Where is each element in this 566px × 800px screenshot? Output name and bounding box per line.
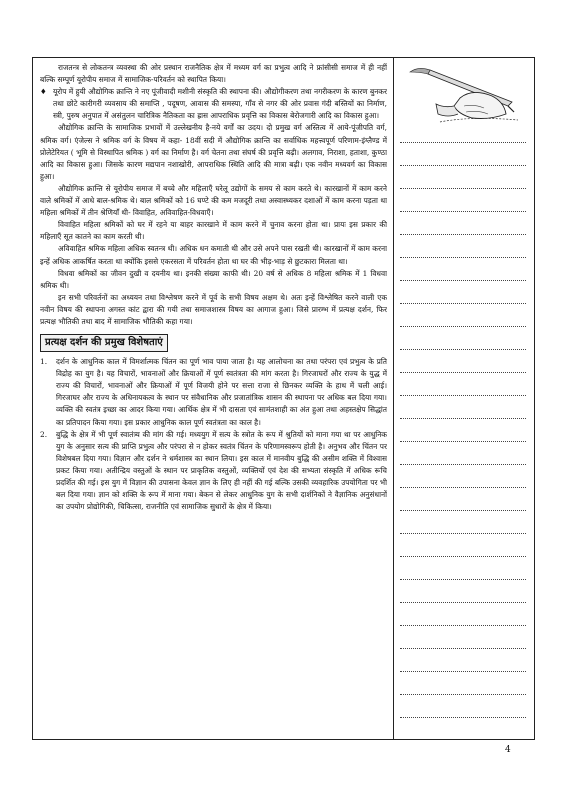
feature-text: बुद्धि के क्षेत्र में भी पूर्ण स्वातंत्र्य की मांग की गई। मध्ययुग में सत्य के स्त्रोत के रूप में श्रुतियों को माना गया था पर आधुनिक युग के अनुसार सत्य की प्राप्ति प्रभुत्व और परंपरा से न होकर स्वतंत्र चिंतन के परिणामस्वरूप होती है। अनुभव और चिंतन पर विशेषबल दिया गया। विज्ञान और दर्शन ने धर्मशास्त्र का स्थान लिया। इस काल में मानवीय बुद्धि की असीम शक्ति में विश्वास प्रकट किया गया। अतीन्द्रिय वस्तुओं के स्थान पर प्राकृतिक वस्तुओं, व्यक्तियों एवं देश की सभ्यता संस्कृति में अधिक रूचि प्रदर्शित की गई। इस युग में विज्ञान की उपासना केवल ज्ञान के लिए ही नहीं की गई बल्कि उसकी व्यवहारिक उपयोगिता पर भी बल दिया गया। ज्ञान को शक्ति के रूप में माना गया। बेकन से लेकर आधुनिक युग के सभी दार्शनिकों ने वैज्ञानिक अनुसंधानों का उपयोग प्रोद्योगिकी, चिकित्सा, राजनीति एवं सामाजिक सुधारों के क्षेत्र में किया।: [56, 429, 387, 512]
margin-note-line: [400, 418, 526, 419]
diamond-bullet-icon: ♦: [40, 87, 47, 97]
main-text-column: [40, 62, 387, 735]
margin-note-line: [400, 395, 526, 396]
margin-note-line: [400, 510, 526, 511]
margin-note-line: [400, 556, 526, 557]
margin-note-line: [400, 579, 526, 580]
feature-item: [40, 356, 387, 429]
body-paragraph: विधवा श्रमिकों का जीवन दुखी व दयनीय था। इनकी संख्या काफी थी। 20 वर्ष से अधिक 8 महिला श्रमिक में 1 विधवा श्रमिक थी।: [40, 268, 387, 290]
margin-divider: [393, 57, 394, 740]
page-number: 4: [505, 745, 511, 755]
body-paragraph: औद्योगिक क्रान्ति से यूरोपीय समाज में बच्चे और महिलाएँ घरेलू उद्योगों के समय से काम करते थे। कारखानों में काम करने वाले श्रमिकों में आधे बाल-श्रमिक थे। बाल श्रमिकों को 16 घण्टे की कम मजदूरी तथा अस्वास्थ्यकर दशाओं में काम करना पड़ता था महिला श्रमिकों में तीन श्रेणियाँ थी- विवाहित, अविवाहित-विधवाएँ।: [40, 183, 387, 218]
bullet-paragraph: यूरोप में हुयी औद्योगिक क्रान्ति ने नए पूंजीवादी मशीनी संस्कृति की स्थापना की। औद्योगीकरण तथा नगरीकरण के कारण बुनकर तथा छोटे कारीगरी व्यवसाय की समाप्ति , पदूषण, आवास की समस्या, गाँव से नगर की ओर प्रवास गंदी बस्तियों का निर्माण, स्त्री, पुरुष अनुपात में असंतुलन चारित्रिक नैतिकता का ह्रास आपराधिक प्रवृत्ति का विकास बेरोजगारी आदि का विकास हुआ।: [53, 87, 387, 121]
margin-note-line: [400, 303, 526, 304]
margin-note-line: [400, 648, 526, 649]
section-heading: प्रत्यक्ष दर्शन की प्रमुख विशेषताएं: [40, 334, 168, 352]
margin-note-line: [400, 441, 526, 442]
body-paragraph: औद्योगिक क्रान्ति के सामाजिक प्रभावों में उल्लेखनीय है-नये वर्गों का उदय। दो प्रमुख वर्ग अस्तित्व में आये-पूंजीपति वर्ग, श्रमिक वर्ग। एंजेल्स ने श्रमिक वर्ग के विषय में कहा- 18वीं सदी में औद्योगिक क्रान्ति का सर्वाधिक महत्त्वपूर्ण परिणाम-इंग्लैण्ड में प्रोलेटेरियत ( भूमि से विस्थापित श्रमिक ) वर्ग का निर्माण है। वर्ग चेतना तथा संघर्ष की प्रवृत्ति बढ़ी। अलगाव, निराशा, हताशा, कुण्ठा आदि का विकास हुआ। जिसके कारण मद्यपान नशाखोरी, आपराधिक स्थिति आदि की मात्रा बढ़ी। एक नवीन मध्यवर्ग का विकास हुआ।: [40, 123, 387, 181]
margin-note-line: [400, 257, 526, 258]
margin-note-line: [400, 464, 526, 465]
margin-note-line: [400, 165, 526, 166]
margin-note-line: [400, 533, 526, 534]
margin-note-line: [400, 717, 526, 718]
feature-item: [40, 429, 387, 514]
body-paragraph: अविवाहित श्रमिक महिला अधिक स्वतन्त्र थी। अधिक धन कमाती थी और उसे अपने पास रखती थी। कारखानों में काम करना इन्हें अधिक आकर्षित करता था क्योंकि इससे एकरसता में परिवर्तन होता था घर की भीड़-भाड़ से छुटकारा मिलता था।: [40, 244, 387, 266]
quill-writing-hand-icon: [400, 62, 528, 128]
margin-note-line: [400, 211, 526, 212]
margin-note-line: [400, 280, 526, 281]
margin-note-line: [400, 694, 526, 695]
feature-text: दर्शन के आधुनिक काल में विमर्शात्मक चिंतन का पूर्ण भाव पाया जाता है। यह आलोचना का तथा परंपरा एवं प्रभुत्व के प्रति विद्रोह का युग है। यह विचारों, भावनाओं और क्रियाओं में पूर्ण स्वतंत्रता की मांग करता है। गिरजाघरों और राज्य के युद्ध में राज्य की विचारों, भावनाओं और क्रियाओं में पूर्ण विजयी होने पर सत्ता राजा से छिनकर व्यक्ति के हाथ में चली आई। गिरजाघर और राज्य के अधिनायकत्व के स्थान पर संवैधानिक और प्रजातांत्रिक शासन की स्थापना पर अधिक बल दिया गया। व्यक्ति की स्वतंत्र इच्छा का आदर किया गया। आर्थिक क्षेत्र में भी दासता एवं सामंतशाही का अंत हुआ तथा अहस्तक्षेप सिद्धांत का प्रतिपादन किया गया। इस प्रकार आधुनिक काल पूर्ण स्वतंत्रता का काल है।: [56, 357, 387, 427]
body-paragraph: विवाहित महिला श्रमिकों को घर में रहने या बाहर कारखाने में काम करने में चुनाव करना होता था। प्रायः इस प्रकार की महिलाएँ सूत कातने का काम करती थी।: [40, 220, 387, 242]
margin-note-line: [400, 372, 526, 373]
margin-note-line: [400, 487, 526, 488]
margin-note-line: [400, 671, 526, 672]
feature-number: 2.: [40, 429, 48, 439]
margin-note-line: [400, 142, 526, 143]
margin-note-line: [400, 602, 526, 603]
margin-note-line: [400, 349, 526, 350]
margin-note-line: [400, 188, 526, 189]
margin-note-line: [400, 625, 526, 626]
margin-note-line: [400, 234, 526, 235]
body-paragraph: इन सभी परिवर्तनों का अध्ययन तथा विश्लेषण करने में पूर्व के सभी विषय अक्षम थे। अतः इन्हें विश्लेषित करने वाली एक नवीन विषय की स्थापना अगस्त कांट द्वारा की गयी तथा समाजशास्त्र विषय का आगाज हुआ। जिसे प्रारम्भ में प्रत्यक्ष दर्शन, फिर प्रत्यक्ष भौतिकी तथा बाद में सामाजिक भौतिकी कहा गया।: [40, 292, 387, 326]
feature-number: 1.: [40, 357, 48, 367]
margin-note-line: [400, 326, 526, 327]
intro-paragraph: राजतन्त्र से लोकतन्त्र व्यवस्था की ओर प्रस्थान राजनैतिक क्षेत्र में मध्यम वर्ग का प्रभुत्व आदि ने फ्रांसीसी समाज में ही नहीं बल्कि सम्पूर्ण यूरोपीय समाज में सामाजिक-परिवर्तन को स्थापित किया।: [40, 63, 387, 85]
bullet-item: [40, 86, 387, 122]
